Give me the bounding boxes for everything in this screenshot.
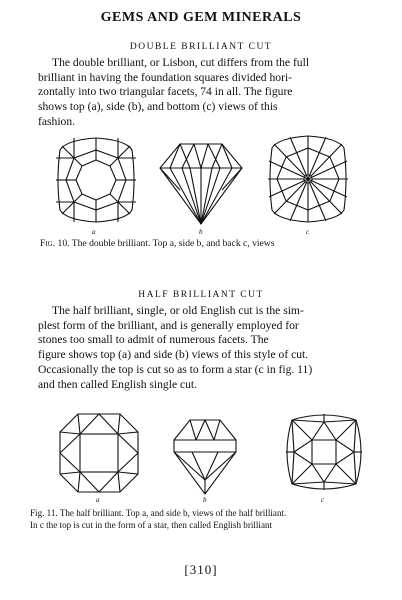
text-line: figure shows top (a) and side (b) views of this style of cut. (38, 348, 309, 362)
text-line: The half brilliant, single, or old English cut is the sim- (52, 304, 304, 317)
figure-10-label-b: b (199, 228, 203, 236)
double-brilliant-side-view (158, 142, 244, 226)
text-line: stones too small to admit of numerous facets. The (38, 333, 269, 347)
figure-11-caption (30, 507, 375, 531)
text-line: shows top (a), side (b), and bottom (c) views of this (38, 100, 278, 114)
text-line: Occasionally the top is cut so as to form a star (c in fig. 11) (38, 362, 313, 376)
figure-11-caption-line: In c the top is cut in the form of a star, then called English brilliant (30, 520, 273, 530)
text-line: and then called English single cut. (38, 377, 198, 391)
figure-11-caption-line: Fig. 11. The half brilliant. Top a, and side b, views of the half brilliant. (30, 508, 287, 518)
text-line: The double brilliant, or Lisbon, cut differs from the full (52, 56, 310, 69)
figure-11-label-b: b (203, 496, 207, 504)
figure-11 (0, 410, 402, 520)
half-brilliant-side-view (172, 418, 238, 496)
half-brilliant-top-view (58, 412, 140, 494)
figure-11-label-a: a (96, 496, 100, 504)
text-line: plest form of the brilliant, and is generally employed for (38, 318, 299, 332)
text-line: zontally into two triangular facets, 74 in all. The figure (38, 85, 293, 99)
section-heading-double-brilliant: DOUBLE BRILLIANT CUT (129, 42, 273, 52)
page-number: [310] (184, 562, 218, 577)
double-brilliant-top-view (52, 136, 140, 224)
figure-10-caption (40, 238, 370, 250)
section-heading-half-brilliant: HALF BRILLIANT CUT (138, 290, 264, 300)
figure-10-label-a: a (92, 228, 96, 236)
english-single-cut-view (282, 410, 366, 494)
paragraph-double-brilliant (38, 56, 373, 130)
text-line: brilliant in having the foundation squares divided hori- (38, 70, 293, 84)
running-head: GEMS AND GEM MINERALS (100, 10, 302, 25)
text-line: fashion. (38, 114, 76, 128)
figure-10-caption-text: The double brilliant. Top a, side b, and back c, views (71, 238, 275, 249)
paragraph-half-brilliant (38, 304, 373, 392)
figure-10-caption-number: Fig. 10. (40, 238, 70, 249)
figure-10-label-c: c (306, 228, 310, 236)
figure-11-label-c: c (321, 496, 325, 504)
double-brilliant-back-view (264, 134, 352, 224)
